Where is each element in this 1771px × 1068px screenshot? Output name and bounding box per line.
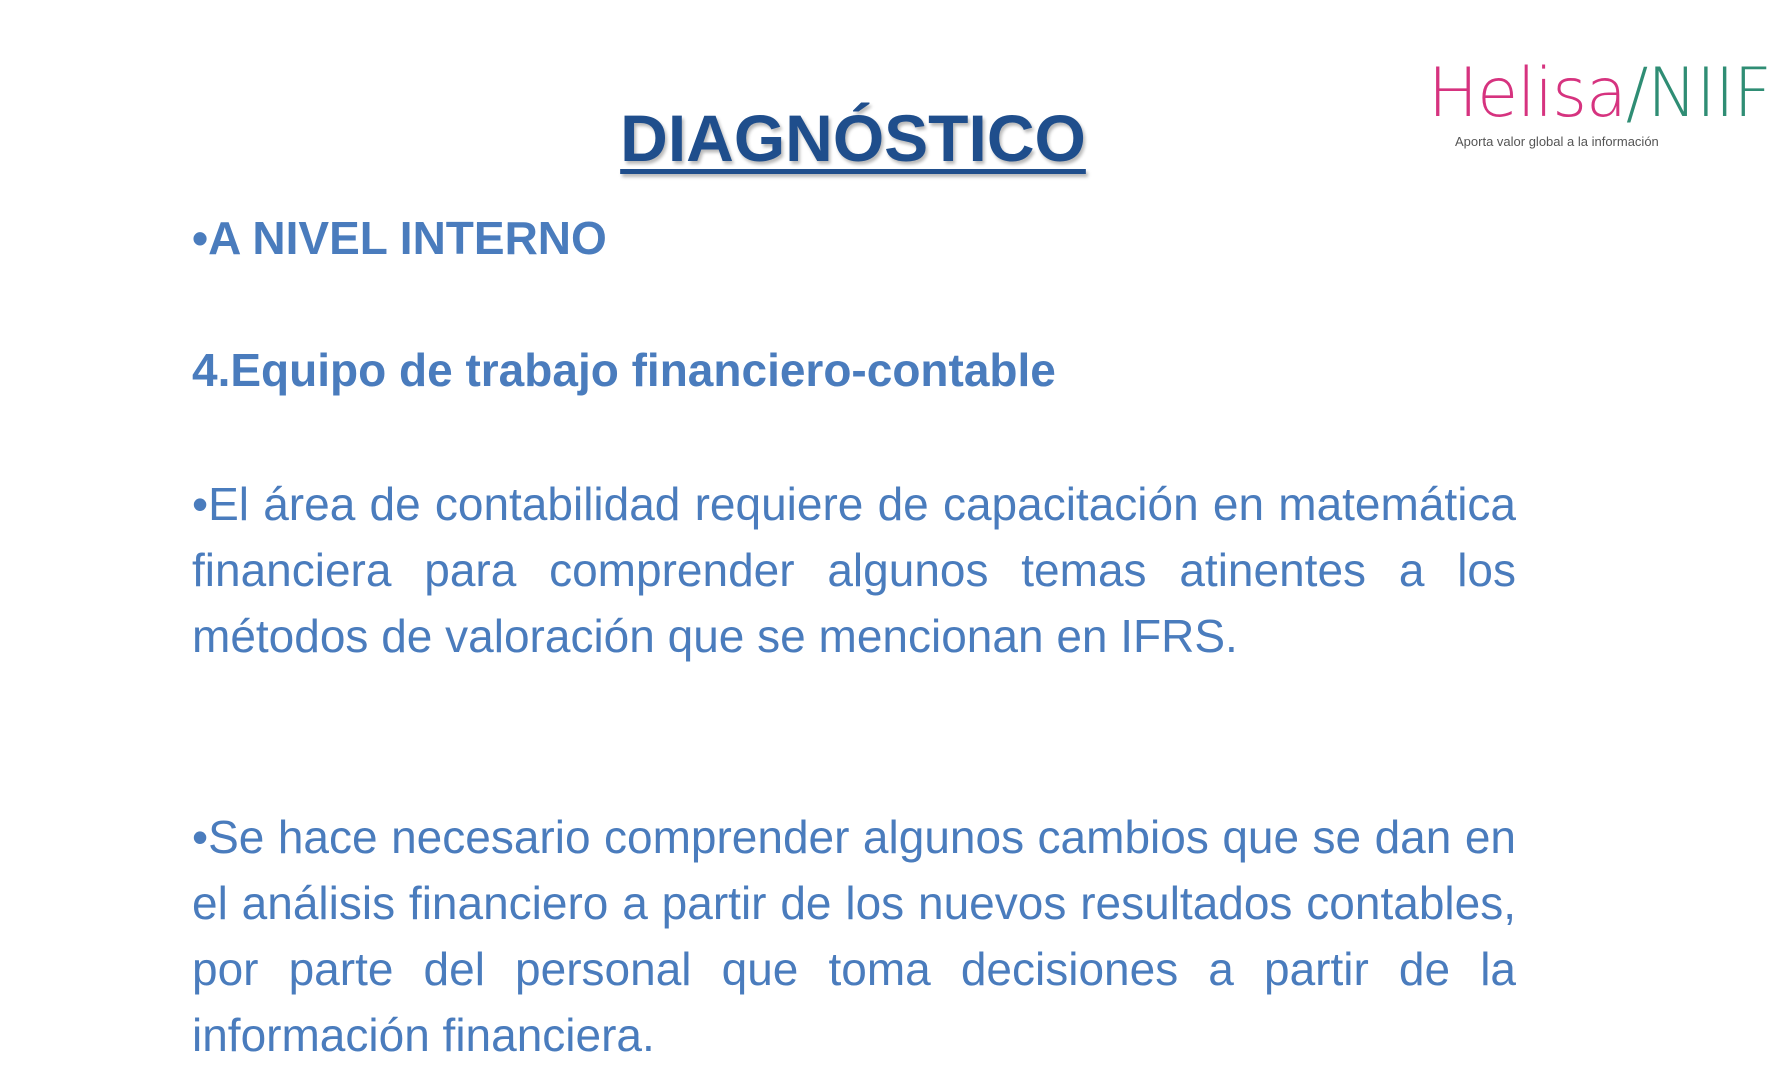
logo-brand-main: Helisa bbox=[1428, 54, 1626, 133]
logo-brand-suffix: NIIF bbox=[1647, 54, 1771, 133]
paragraph-1: •El área de contabilidad requiere de capacitación en matemática financiera para comprender algunos temas atinentes a los métodos de valoración que se mencionan en IFRS. bbox=[192, 478, 1516, 662]
subheading: 4.Equipo de trabajo financiero-contable bbox=[192, 344, 1056, 396]
logo-brand-slash: / bbox=[1625, 54, 1648, 133]
slide-title-text: DIAGNÓSTICO bbox=[620, 101, 1086, 175]
paragraph-2: •Se hace necesario comprender algunos cambios que se dan en el análisis financiero a partir de los nuevos resultados contables, por parte del personal que toma decisiones a partir de la información financiera. bbox=[192, 811, 1516, 1061]
logo-tagline: Aporta valor global a la información bbox=[1455, 134, 1659, 149]
section-heading: •A NIVEL INTERNO bbox=[192, 212, 607, 264]
slide-title bbox=[0, 96, 1706, 180]
